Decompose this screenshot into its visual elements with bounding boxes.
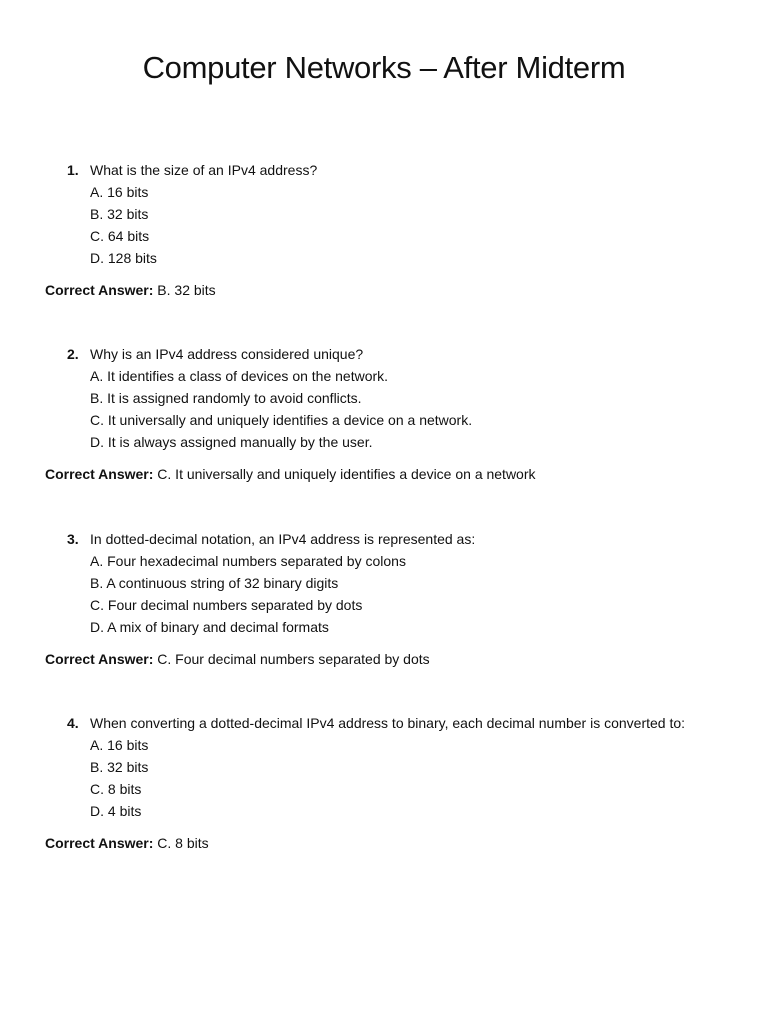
correct-answer-value: B. 32 bits (157, 282, 216, 298)
option-b: B. It is assigned randomly to avoid conflicts. (90, 390, 362, 406)
correct-answer-value: C. Four decimal numbers separated by dots (157, 651, 430, 667)
options-list (90, 550, 406, 638)
option-c: C. 8 bits (90, 781, 142, 797)
option-d: D. 128 bits (90, 250, 157, 266)
question-text-row (67, 712, 685, 734)
correct-answer-value: C. 8 bits (157, 835, 209, 851)
question-text-row (67, 528, 475, 550)
option-a: A. 16 bits (90, 184, 149, 200)
correct-answer-value: C. It universally and uniquely identifies a device on a network (157, 466, 536, 482)
correct-answer-label: Correct Answer: (45, 835, 154, 851)
question-text-row (67, 343, 363, 365)
options-list (90, 181, 157, 269)
document-title: Computer Networks – After Midterm (142, 50, 626, 85)
correct-answer-label: Correct Answer: (45, 651, 154, 667)
option-d: D. It is always assigned manually by the user. (90, 434, 373, 450)
option-c: C. It universally and uniquely identifies a device on a network. (90, 412, 473, 428)
question-number: 2. (67, 346, 79, 362)
correct-answer (45, 648, 430, 670)
correct-answer-label: Correct Answer: (45, 282, 154, 298)
correct-answer (45, 463, 536, 485)
option-d: D. A mix of binary and decimal formats (90, 619, 329, 635)
option-a: A. 16 bits (90, 737, 149, 753)
question-text: In dotted-decimal notation, an IPv4 address is represented as: (90, 531, 476, 547)
question-text-row (67, 159, 317, 181)
options-list (90, 365, 472, 453)
options-list (90, 734, 148, 822)
correct-answer (45, 832, 209, 854)
question-text: What is the size of an IPv4 address? (90, 162, 318, 178)
question-number: 4. (67, 715, 79, 731)
correct-answer (45, 279, 216, 301)
option-b: B. 32 bits (90, 206, 149, 222)
question-text: Why is an IPv4 address considered unique? (90, 346, 364, 362)
option-c: C. 64 bits (90, 228, 150, 244)
option-b: B. A continuous string of 32 binary digits (90, 575, 339, 591)
question-number: 3. (67, 531, 79, 547)
question-number: 1. (67, 162, 79, 178)
option-c: C. Four decimal numbers separated by dots (90, 597, 363, 613)
correct-answer-label: Correct Answer: (45, 466, 154, 482)
option-d: D. 4 bits (90, 803, 142, 819)
option-a: A. It identifies a class of devices on the network. (90, 368, 389, 384)
question-text: When converting a dotted-decimal IPv4 address to binary, each decimal number is converted to: (90, 715, 686, 731)
option-a: A. Four hexadecimal numbers separated by colons (90, 553, 406, 569)
option-b: B. 32 bits (90, 759, 149, 775)
